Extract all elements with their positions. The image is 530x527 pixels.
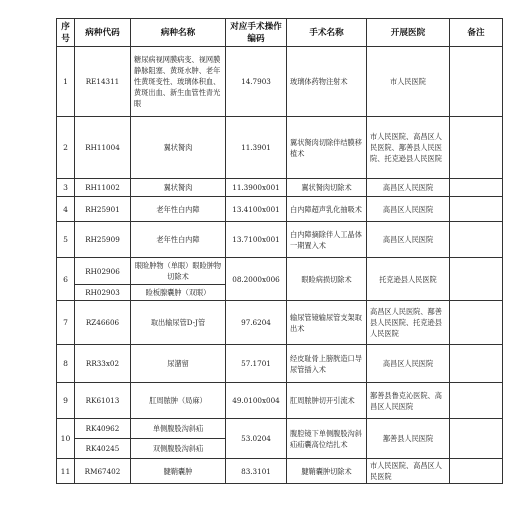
cell-hospital: 高昌区人民医院 bbox=[367, 179, 450, 197]
cell-hospital: 高昌区人民医院 bbox=[367, 222, 450, 258]
header-op-name: 手术名称 bbox=[287, 19, 367, 47]
header-seq: 序号 bbox=[57, 19, 75, 47]
cell-op-code: 11.3900x001 bbox=[226, 179, 287, 197]
cell-name: 尿潴留 bbox=[131, 345, 226, 383]
cell-seq: 9 bbox=[57, 383, 75, 419]
cell-code: RH25909 bbox=[75, 222, 131, 258]
cell-code: RH11004 bbox=[75, 117, 131, 179]
cell-code: RE14311 bbox=[75, 47, 131, 117]
cell-op-name: 肛周脓肿切开引流术 bbox=[287, 383, 367, 419]
cell-note bbox=[450, 301, 503, 345]
cell-op-code: 11.3901 bbox=[226, 117, 287, 179]
disease-procedure-table bbox=[56, 18, 503, 484]
cell-op-name: 白内障摘除伴人工晶体一期置入术 bbox=[287, 222, 367, 258]
cell-op-code: 08.2000x006 bbox=[226, 258, 287, 301]
cell-note bbox=[450, 258, 503, 301]
cell-name: 睑板腺囊肿（双眼） bbox=[131, 285, 226, 301]
cell-seq: 4 bbox=[57, 197, 75, 222]
cell-code: RK40245 bbox=[75, 439, 131, 459]
cell-op-name: 翼状胬肉切除术 bbox=[287, 179, 367, 197]
table-row bbox=[57, 301, 503, 345]
cell-seq: 5 bbox=[57, 222, 75, 258]
table-row bbox=[57, 459, 503, 484]
cell-code: RR33x02 bbox=[75, 345, 131, 383]
cell-seq: 11 bbox=[57, 459, 75, 484]
cell-note bbox=[450, 419, 503, 459]
cell-op-name: 腹腔镜下单侧腹股沟斜疝疝囊高位结扎术 bbox=[287, 419, 367, 459]
cell-note bbox=[450, 47, 503, 117]
cell-seq: 7 bbox=[57, 301, 75, 345]
cell-name: 单侧腹股沟斜疝 bbox=[131, 419, 226, 439]
cell-op-code: 83.3101 bbox=[226, 459, 287, 484]
cell-seq: 10 bbox=[57, 419, 75, 459]
cell-op-code: 97.6204 bbox=[226, 301, 287, 345]
cell-op-name: 腱鞘囊肿切除术 bbox=[287, 459, 367, 484]
cell-name: 老年性白内障 bbox=[131, 222, 226, 258]
table-row bbox=[57, 419, 503, 439]
cell-hospital: 托克逊县人民医院 bbox=[367, 258, 450, 301]
cell-note bbox=[450, 345, 503, 383]
cell-name: 取出输尿管D-J管 bbox=[131, 301, 226, 345]
header-name: 病种名称 bbox=[131, 19, 226, 47]
cell-seq: 8 bbox=[57, 345, 75, 383]
cell-note bbox=[450, 383, 503, 419]
header-note: 备注 bbox=[450, 19, 503, 47]
table-row bbox=[57, 258, 503, 285]
cell-op-name: 白内障超声乳化抽吸术 bbox=[287, 197, 367, 222]
cell-hospital: 高昌区人民医院 bbox=[367, 197, 450, 222]
cell-code: RH25901 bbox=[75, 197, 131, 222]
cell-op-name: 经皮耻骨上膀胱造口导尿管插入术 bbox=[287, 345, 367, 383]
cell-hospital: 市人民医院、高昌区人民医院、鄯善县人民医院、托克逊县人民医院 bbox=[367, 117, 450, 179]
cell-note bbox=[450, 222, 503, 258]
cell-note bbox=[450, 117, 503, 179]
cell-op-name: 翼状胬肉切除伴结膜移植术 bbox=[287, 117, 367, 179]
cell-op-code: 57.1701 bbox=[226, 345, 287, 383]
cell-op-name: 输尿管镜输尿管支架取出术 bbox=[287, 301, 367, 345]
cell-hospital: 鄯善县人民医院 bbox=[367, 419, 450, 459]
header-hospital: 开展医院 bbox=[367, 19, 450, 47]
header-row bbox=[57, 19, 503, 47]
cell-code: RZ46606 bbox=[75, 301, 131, 345]
cell-hospital: 高昌区人民医院、鄯善县人民医院、托克逊县人民医院 bbox=[367, 301, 450, 345]
cell-code: RH02903 bbox=[75, 285, 131, 301]
cell-name: 糖尿病视网膜病变、视网膜静脉阻塞、黄斑水肿、老年性黄斑变性、玻璃体积血、黄斑出血、新生血管性青光眼 bbox=[131, 47, 226, 117]
table-row bbox=[57, 47, 503, 117]
cell-seq: 2 bbox=[57, 117, 75, 179]
cell-op-name: 玻璃体药物注射术 bbox=[287, 47, 367, 117]
cell-hospital: 鄯善县鲁克沁医院、高昌区人民医院 bbox=[367, 383, 450, 419]
header-code: 病种代码 bbox=[75, 19, 131, 47]
cell-code: RK61013 bbox=[75, 383, 131, 419]
header-op-code: 对应手术操作编码 bbox=[226, 19, 287, 47]
cell-op-code: 14.7903 bbox=[226, 47, 287, 117]
cell-seq: 3 bbox=[57, 179, 75, 197]
table-row bbox=[57, 383, 503, 419]
cell-code: RH11002 bbox=[75, 179, 131, 197]
cell-seq: 1 bbox=[57, 47, 75, 117]
cell-name: 腱鞘囊肿 bbox=[131, 459, 226, 484]
cell-code: RK40962 bbox=[75, 419, 131, 439]
cell-seq: 6 bbox=[57, 258, 75, 301]
table-row bbox=[57, 179, 503, 197]
cell-note bbox=[450, 197, 503, 222]
cell-name: 双侧腹股沟斜疝 bbox=[131, 439, 226, 459]
table-row bbox=[57, 345, 503, 383]
cell-name: 翼状胬肉 bbox=[131, 117, 226, 179]
cell-name: 老年性白内障 bbox=[131, 197, 226, 222]
cell-code: RM67402 bbox=[75, 459, 131, 484]
cell-hospital: 市人民医院 bbox=[367, 47, 450, 117]
table-row bbox=[57, 222, 503, 258]
cell-note bbox=[450, 459, 503, 484]
cell-hospital: 高昌区人民医院 bbox=[367, 345, 450, 383]
cell-name: 翼状胬肉 bbox=[131, 179, 226, 197]
table-row bbox=[57, 117, 503, 179]
cell-name: 肛周脓肿（局麻） bbox=[131, 383, 226, 419]
cell-op-code: 13.7100x001 bbox=[226, 222, 287, 258]
cell-code: RH02906 bbox=[75, 258, 131, 285]
cell-op-code: 49.0100x004 bbox=[226, 383, 287, 419]
cell-name: 眼睑肿物（单眼）眼睑肿物切除术 bbox=[131, 258, 226, 285]
cell-note bbox=[450, 179, 503, 197]
table-row bbox=[57, 197, 503, 222]
cell-op-code: 13.4100x001 bbox=[226, 197, 287, 222]
cell-hospital: 市人民医院、高昌区人民医院 bbox=[367, 459, 450, 484]
cell-op-name: 眼睑病损切除术 bbox=[287, 258, 367, 301]
cell-op-code: 53.0204 bbox=[226, 419, 287, 459]
